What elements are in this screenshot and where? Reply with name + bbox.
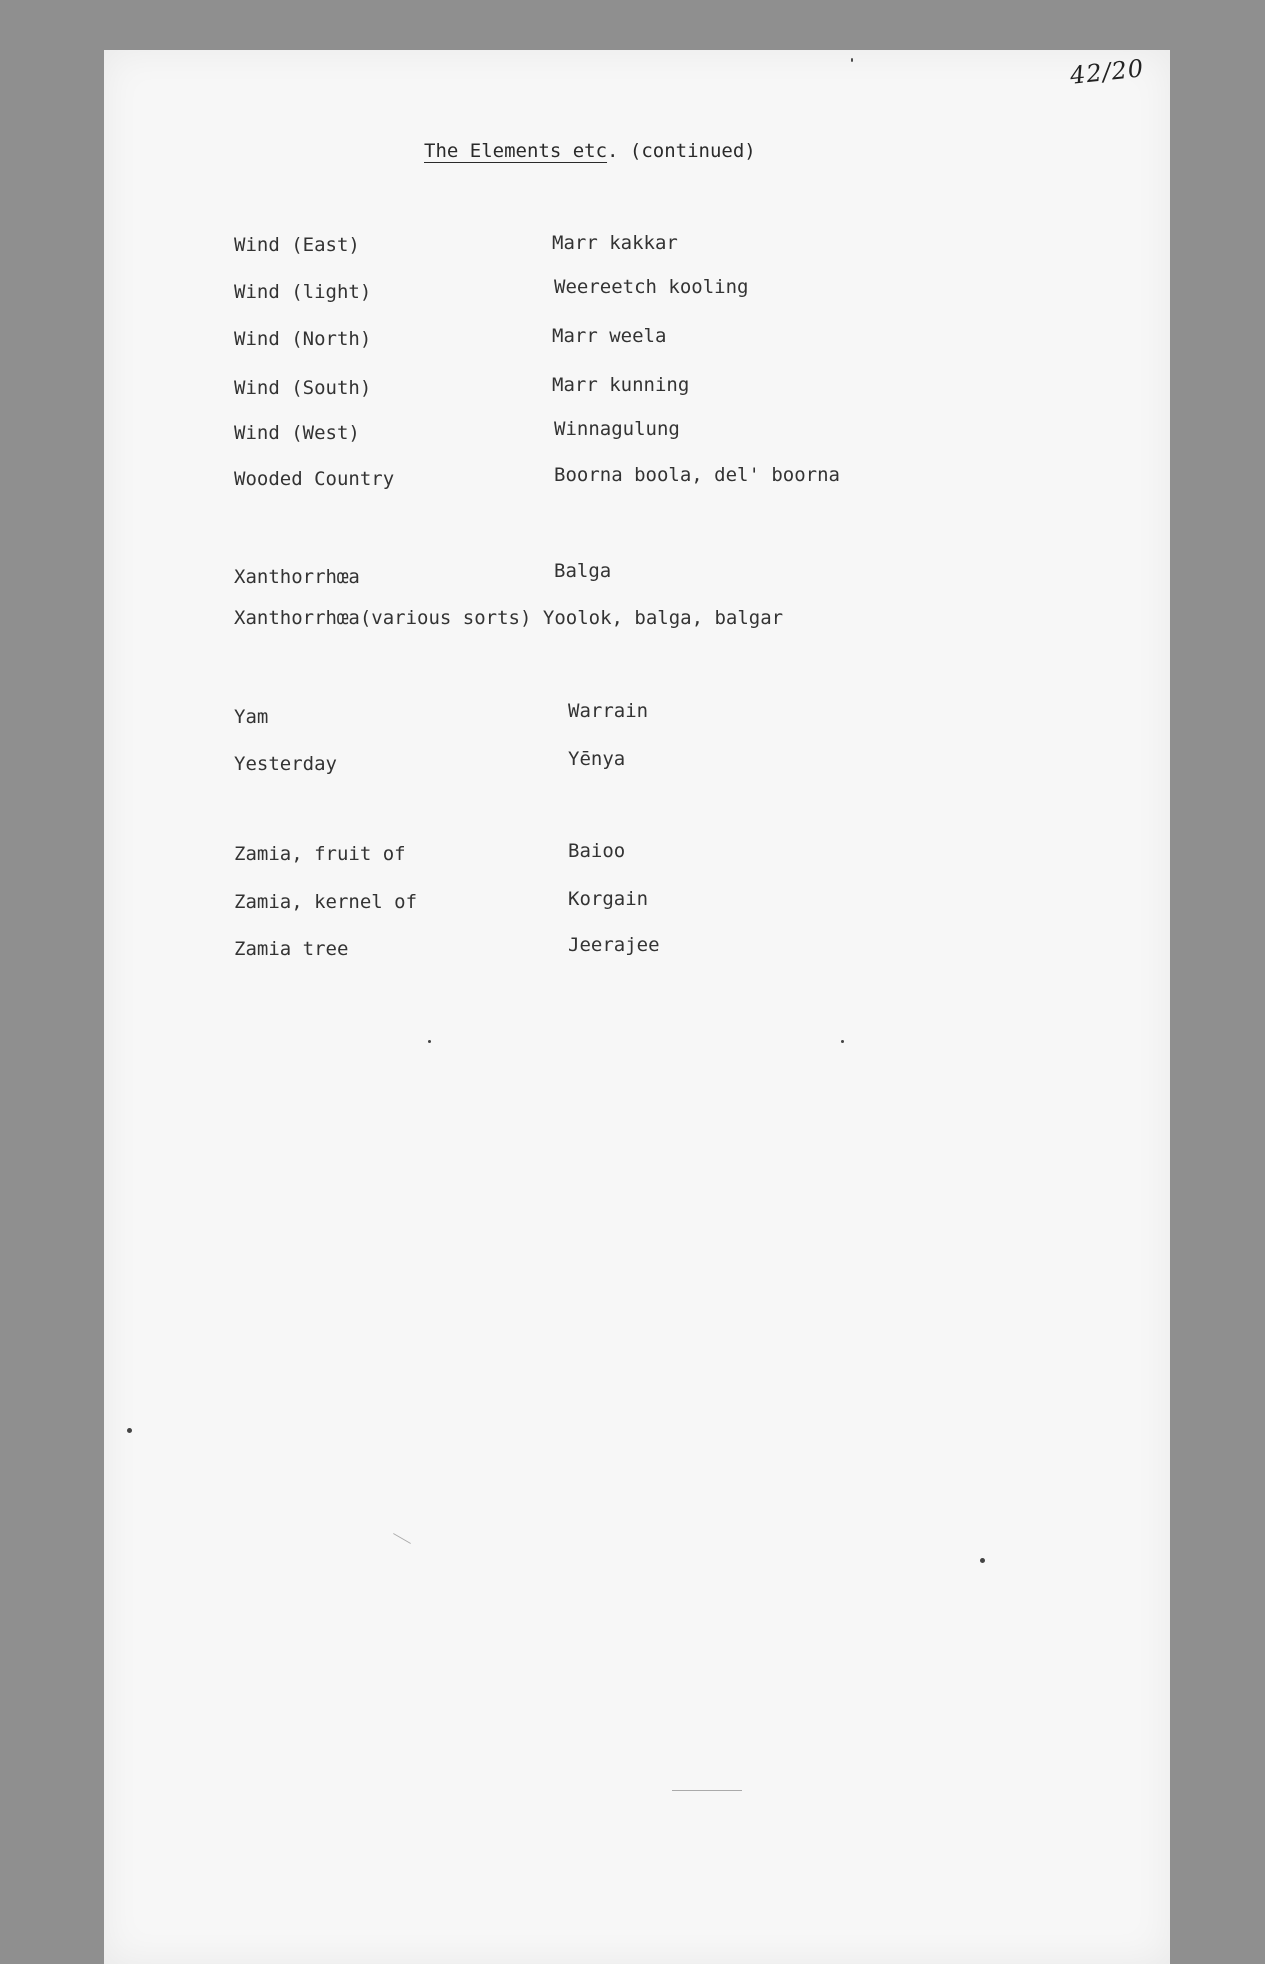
entry-definition: Weereetch kooling [554,276,749,298]
scan-speck [841,1040,844,1043]
entry-term: Yesterday [234,753,337,775]
heading-suffix: . (continued) [607,140,756,162]
entry-definition: Yoolok, balga, balgar [542,607,784,629]
entry-definition: Marr kakkar [552,232,678,254]
entry-definition: Boorna boola, del' boorna [554,464,840,486]
entry-term: Wind (light) [234,281,372,303]
entry-term: Wooded Country [234,468,395,490]
entry-definition: Balga [554,560,612,582]
page-heading [424,140,756,162]
entry-term: Zamia, fruit of [234,843,406,865]
entry-term: Wind (West) [234,422,360,444]
entry-term: Zamia tree [234,938,349,960]
entry-term: Wind (South) [234,377,372,399]
entry-term: Wind (North) [234,328,372,350]
heading-title: The Elements etc [424,140,608,162]
entry-definition: Jeerajee [568,934,660,956]
scan-speck [980,1558,985,1563]
entry-term: Wind (East) [234,234,360,256]
entry-definition: Yēnya [568,748,626,770]
folio-number: 42/20 [1068,54,1146,90]
entry-definition: Baioo [568,840,626,862]
entry-term-long: Xanthorrhœa(various sorts) Yoolok, balga, balgar [234,607,784,629]
entry-term: Xanthorrhœa [234,566,360,588]
entry-definition: Korgain [568,888,649,910]
scan-speck [851,58,853,62]
entry-definition: Marr weela [552,325,667,347]
entry-definition: Warrain [568,700,649,722]
scan-speck [428,1040,431,1043]
entry-term: Zamia, kernel of [234,891,418,913]
entry-definition: Marr kunning [552,374,690,396]
scan-speck [127,1428,132,1433]
entry-definition: Winnagulung [554,418,680,440]
entry-term: Yam [234,706,269,728]
scan-scratch [672,1790,742,1791]
